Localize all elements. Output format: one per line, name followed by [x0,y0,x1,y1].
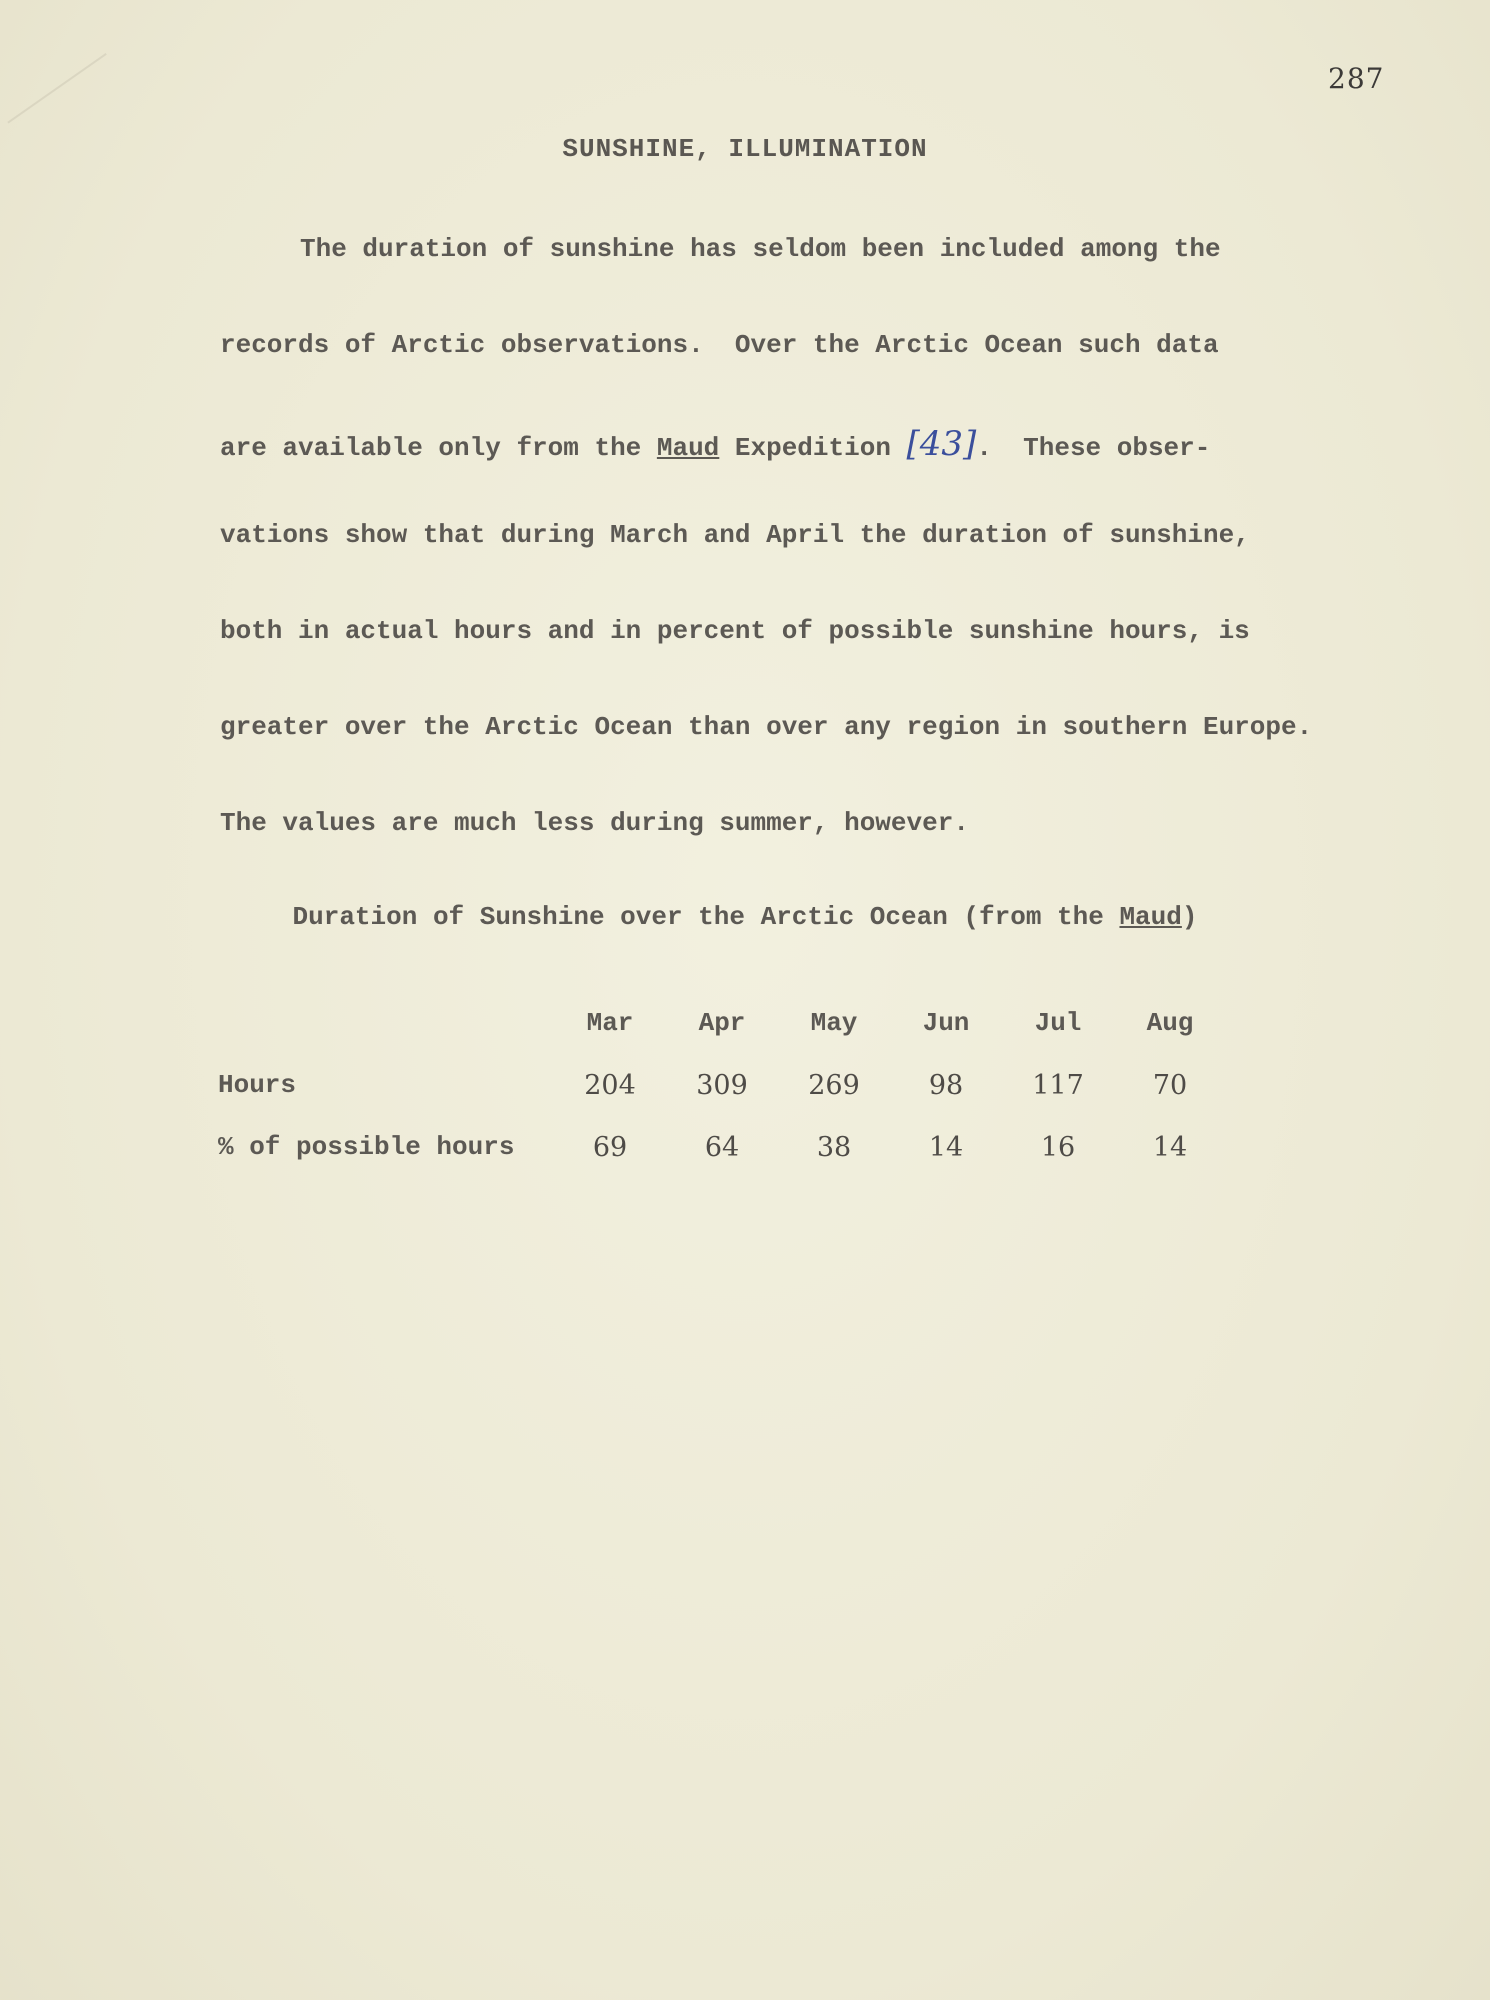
maud-underlined: Maud [656,433,720,463]
table-cell: 309 [696,1069,748,1101]
table-cell: 14 [1152,1131,1188,1163]
row-label: % of possible hours [218,1132,515,1162]
paragraph-line-5: both in actual hours and in percent of possible sunshine hours, is [220,616,1250,646]
table-cell: 98 [928,1069,964,1101]
column-header: Jun [922,1008,970,1038]
column-header: May [810,1008,858,1038]
paragraph-line-3-start: are available only from the [220,433,657,463]
table-header-blank [218,992,554,1054]
paragraph-line-1: The duration of sunshine has seldom been included among the [300,234,1221,264]
column-header: Aug [1146,1008,1194,1038]
page-heading: SUNSHINE, ILLUMINATION [562,134,928,164]
paragraph-line-3-end: . These obser- [976,433,1211,463]
table-caption-maud: Maud [1119,902,1182,932]
table-cell: 204 [584,1069,636,1101]
table-cell: 269 [808,1069,860,1101]
paragraph-line-3 [220,424,1210,464]
handwritten-reference: [43] [906,424,977,464]
paragraph-line-2: records of Arctic observations. Over the Arctic Ocean such data [220,330,1219,360]
table-cell: 69 [592,1131,628,1163]
paragraph-line-7: The values are much less during summer, however. [220,808,969,838]
page-number: 287 [1328,62,1385,95]
paragraph-line-6: greater over the Arctic Ocean than over any region in southern Europe. [220,712,1313,742]
table-cell: 38 [816,1131,852,1163]
paragraph-line-4: vations show that during March and April the duration of sunshine, [220,520,1250,550]
column-header: Mar [586,1008,634,1038]
column-header: Apr [698,1008,746,1038]
table-caption-end: ) [1181,902,1198,932]
table-row-hours [218,1054,1226,1116]
table-header-row [218,992,1226,1054]
table-cell: 70 [1152,1069,1188,1101]
table-cell: 14 [928,1131,964,1163]
table-row-percent [218,1116,1226,1178]
row-label: Hours [218,1070,297,1100]
table-cell: 117 [1032,1069,1084,1101]
paragraph-line-3-mid: Expedition [719,433,907,463]
sunshine-table [218,992,1226,1178]
table-caption [0,902,1490,932]
table-cell: 64 [704,1131,740,1163]
table-cell: 16 [1040,1131,1076,1163]
table-caption-start: Duration of Sunshine over the Arctic Ocean (from the [292,902,1120,932]
column-header: Jul [1034,1008,1082,1038]
